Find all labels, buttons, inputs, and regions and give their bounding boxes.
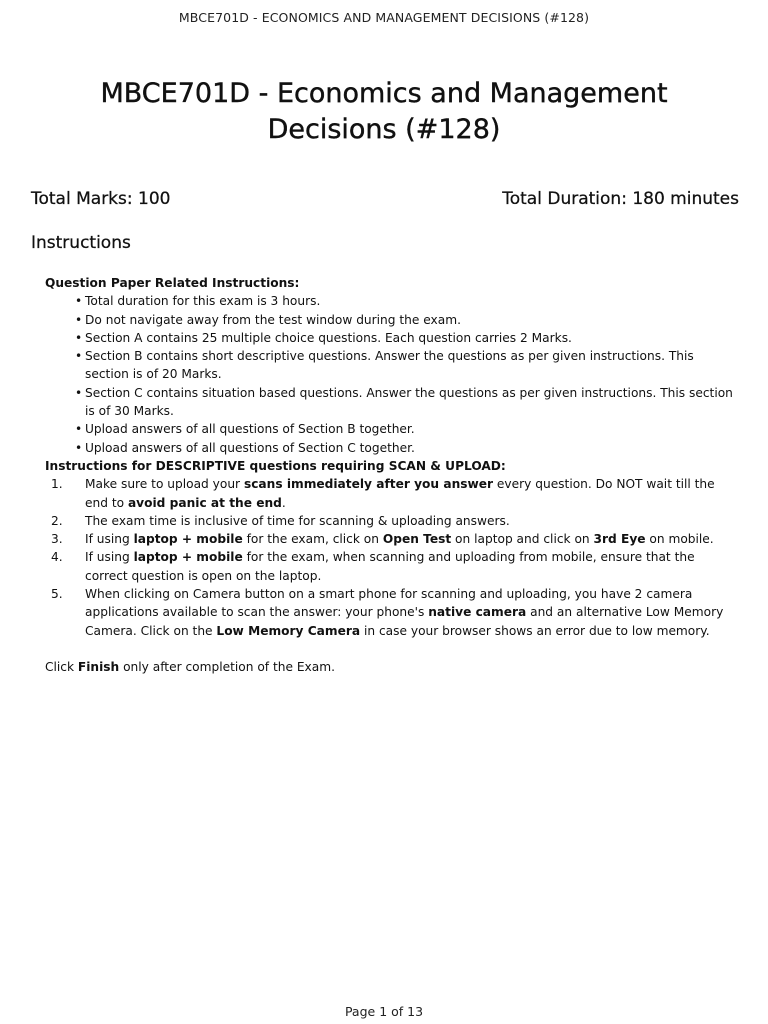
list-item: • Total duration for this exam is 3 hours. bbox=[75, 292, 735, 310]
document-title-line-2: Decisions (#128) bbox=[267, 114, 501, 145]
list-item: 3. If using laptop + mobile for the exam, click on Open Test on laptop and click on 3rd Eye on mobile. bbox=[45, 530, 735, 548]
list-item: 2. The exam time is inclusive of time for scanning & uploading answers. bbox=[45, 512, 735, 530]
list-item: 1. Make sure to upload your scans immediately after you answer every question. Do NOT wait till the end to avoid panic at the end. bbox=[51, 477, 715, 510]
list-item: • Do not navigate away from the test window during the exam. bbox=[75, 311, 735, 329]
list-item: • Section B contains short descriptive questions. Answer the questions as per given instructions. This section is of 20 Marks. bbox=[75, 349, 694, 382]
item-number: 4. bbox=[51, 550, 63, 565]
bullet-icon: • bbox=[75, 422, 83, 437]
bullet-icon: • bbox=[75, 440, 83, 455]
item-number: 3. bbox=[51, 532, 63, 547]
exam-totals bbox=[31, 189, 739, 209]
finish-note: Click Finish only after completion of the Exam. bbox=[45, 659, 335, 674]
total-duration: Total Duration: 180 minutes bbox=[502, 189, 739, 209]
instructions-heading: Instructions bbox=[31, 233, 131, 253]
list-item: • Section C contains situation based questions. Answer the questions as per given instructions. This section is of 30 Marks. bbox=[75, 385, 733, 419]
bullet-icon: • bbox=[75, 330, 83, 345]
document-title bbox=[60, 76, 708, 148]
question-paper-instructions-heading: Question Paper Related Instructions: bbox=[45, 276, 300, 290]
bullet-icon: • bbox=[75, 385, 83, 400]
list-item: • Upload answers of all questions of Section B together. bbox=[75, 420, 735, 438]
descriptive-instructions-heading: Instructions for DESCRIPTIVE questions requiring SCAN & UPLOAD: bbox=[45, 458, 506, 473]
bullet-icon: • bbox=[75, 349, 83, 364]
question-paper-instructions-list bbox=[45, 292, 735, 457]
list-item: • Upload answers of all questions of Section C together. bbox=[75, 439, 735, 457]
list-item: 4. If using laptop + mobile for the exam, when scanning and uploading from mobile, ensure that the correct question is open on the laptop. bbox=[51, 550, 695, 583]
bullet-icon: • bbox=[75, 294, 83, 309]
list-item: • Section A contains 25 multiple choice questions. Each question carries 2 Marks. bbox=[75, 329, 735, 347]
item-number: 2. bbox=[51, 513, 63, 528]
bullet-icon: • bbox=[75, 312, 83, 327]
running-header: MBCE701D - ECONOMICS AND MANAGEMENT DECISIONS (#128) bbox=[178, 10, 590, 25]
document-title-line-1: MBCE701D - Economics and Management bbox=[100, 78, 668, 109]
item-number: 5. bbox=[51, 587, 63, 602]
list-item: 5. When clicking on Camera button on a smart phone for scanning and uploading, you have 2 camera applications available to scan the answer: your phone's native camera and an alternative Low Memory Camera. Click on the Low Memory Camera in case your browser shows an error due to low memory. bbox=[51, 587, 724, 638]
instructions-content bbox=[45, 274, 735, 688]
item-number: 1. bbox=[51, 477, 63, 492]
total-marks: Total Marks: 100 bbox=[31, 189, 171, 209]
descriptive-instructions-list bbox=[45, 475, 735, 640]
page-number: Page 1 of 13 bbox=[344, 1004, 424, 1019]
